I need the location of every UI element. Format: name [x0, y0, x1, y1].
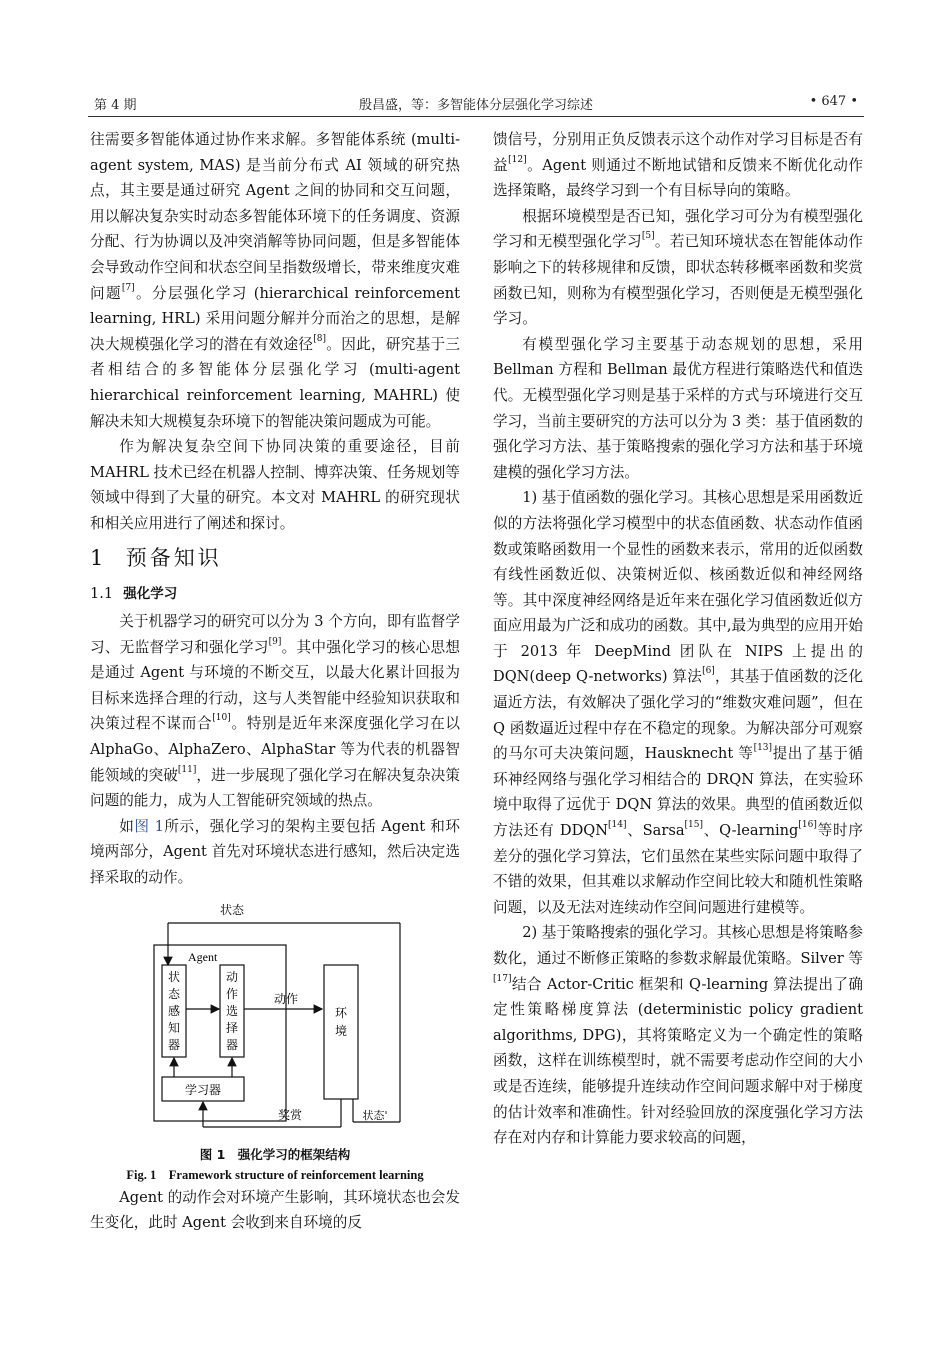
svg-text:作: 作 [225, 986, 239, 1001]
figure-link[interactable]: 图 1 [134, 817, 164, 835]
header-rule [88, 116, 864, 117]
running-header [88, 92, 864, 116]
issue-number: 第 4 期 [94, 98, 137, 113]
label-action: 动作 [273, 991, 299, 1006]
figure-rl-framework [90, 897, 460, 1145]
citation: [11] [177, 764, 197, 775]
paragraph: 有模型强化学习主要基于动态规划的思想，采用 Bellman 方程和 Bellman 最优方程进行策略迭代和值迭代。无模型强化学习则是基于采样的方式与环境进行交互学习，当前主要研究的方法可以分为 3 类：基于值函数的强化学习方法、基于策略搜索的强化学习方法和基于环境建模的强化学习方法。 [493, 335, 863, 481]
citation: [5] [641, 231, 655, 242]
left-column [90, 127, 460, 1236]
svg-text:态: 态 [167, 986, 181, 1001]
paragraph: 2) 基于策略搜索的强化学习。其核心思想是将策略参数化，通过不断修正策略的参数求解最优策略。Silver 等[17]结合 Actor-Critic 框架和 Q-learning 算法提出了确定性策略梯度算法 (deterministic policy gradient algorithms, DPG)，其将策略定义为一个确定性的策略函数，这样在训练模型时，就不需要考虑动作空间的大小或是否连续，能够提升连续动作空间问题求解中对于梯度的估计效率和准确性。针对经验回放的深度强化学习方法存在对内存和计算能力要求较高的问题， [493, 924, 863, 1147]
paragraph: 往需要多智能体通过协作来求解。多智能体系统 (multi-agent system, MAS) 是当前分布式 AI 领域的研究热点，其主要是通过研究 Agent 之间的协同和交互问题，用以解决复杂实时动态多智能体环境下的任务调度、资源分配、行为协调以及冲突消解等协同问题，但是多智能体会导致动作空间和状态空间呈指数级增长，带来维度灾难问题[7]。分层强化学习 (hierarchical reinforcement learning, HRL) 采用问题分解并分而治之的思想，是解决大规模强化学习的潜在有效途径[8]。因此，研究基于三者相结合的多智能体分层强化学习 (multi-agent hierarchical reinforcement learning, MAHRL) 使解决未知大规模复杂环境下的智能决策问题成为可能。 [90, 131, 460, 430]
svg-text:选: 选 [225, 1003, 239, 1018]
paragraph: 馈信号，分别用正负反馈表示这个动作对学习目标是否有益[12]。Agent 则通过不断地试错和反馈来不断优化动作选择策略，最终学习到一个有目标导向的策略。 [493, 131, 863, 200]
svg-text:感: 感 [167, 1003, 181, 1018]
paragraph: 作为解决复杂空间下协同决策的重要途径，目前 MAHRL 技术已经在机器人控制、博弈决策、任务规划等领域中得到了大量的研究。本文对 MAHRL 的研究现状和相关应用进行了阐述和探讨。 [90, 438, 460, 532]
citation: [15] [684, 820, 704, 831]
running-title: 殷昌盛，等：多智能体分层强化学习综述 [358, 98, 593, 113]
paragraph: 如图 1所示，强化学习的架构主要包括 Agent 和环境两部分，Agent 首先对环境状态进行感知，然后决定选择采取的动作。 [90, 817, 460, 887]
page-number: • 647 • [809, 94, 858, 109]
label-reward: 奖赏 [277, 1107, 303, 1122]
svg-text:器: 器 [225, 1037, 239, 1052]
citation: [8] [313, 333, 327, 344]
svg-text:动: 动 [225, 969, 239, 984]
svg-text:器: 器 [167, 1037, 181, 1052]
figure-caption-en: Fig. 1 Framework structure of reinforcement learning [126, 1167, 424, 1182]
section-heading: 1 预备知识 [90, 545, 222, 570]
svg-text:状: 状 [167, 969, 181, 984]
paragraph: 关于机器学习的研究可以分为 3 个方向，即有监督学习、无监督学习和强化学习[9]。其中强化学习的核心思想是通过 Agent 与环境的不断交互，以最大化累计回报为目标来选择合理的行动，这与人类智能中经验知识获取和决策过程不谋而合[10]。特别是近年来深度强化学习在以 AlphaGo、AlphaZero、AlphaStar 等为代表的机器智能领域的突破[11]，进一步展现了强化学习在解决复杂决策问题的能力，成为人工智能研究领域的热点。 [90, 613, 460, 810]
citation: [14] [608, 820, 627, 831]
label-learner: 学习器 [184, 1082, 222, 1097]
subsection-heading: 1.1 强化学习 [90, 584, 178, 602]
citation: [9] [268, 636, 282, 647]
citation: [12] [508, 154, 527, 165]
right-column [493, 127, 863, 1151]
svg-text:择: 择 [225, 1020, 239, 1035]
citation: [10] [212, 713, 231, 724]
svg-text:境: 境 [334, 1023, 348, 1038]
diagram [90, 897, 460, 1145]
label-state-prime: 状态' [362, 1108, 388, 1122]
svg-text:环: 环 [334, 1005, 348, 1020]
figure-caption-cn: 图 1 强化学习的框架结构 [199, 1146, 351, 1162]
citation: [7] [121, 282, 135, 293]
label-state: 状态 [219, 902, 245, 917]
citation: [17] [493, 973, 512, 984]
citation: [16] [798, 820, 817, 831]
svg-text:知: 知 [167, 1020, 181, 1035]
citation: [13] [753, 743, 773, 754]
paragraph: 根据环境模型是否已知，强化学习可分为有模型强化学习和无模型强化学习[5]。若已知环境状态在智能体动作影响之下的转移规律和反馈，即状态转移概率函数和奖赏函数已知，则称为有模型强化学习，否则便是无模型强化学习。 [493, 207, 863, 328]
citation: [6] [702, 666, 715, 677]
label-agent: Agent [188, 949, 218, 964]
paragraph: Agent 的动作会对环境产生影响，其环境状态也会发生变化，此时 Agent 会收到来自环境的反 [90, 1188, 460, 1232]
paragraph: 1) 基于值函数的强化学习。其核心思想是采用函数近似的方法将强化学习模型中的状态值函数、状态动作值函数或策略函数用一个显性的函数来表示，常用的近似函数有线性函数近似、决策树近似、核函数近似和神经网络等。其中深度神经网络是近年来在强化学习值函数近似方面应用最为广泛和成功的函数。其中,最为典型的应用开始于 2013 年 DeepMind 团队在 NIPS 上提出的 DQN(deep Q-networks) 算法[6]，其基于值函数的泛化逼近方法，有效解决了强化学习的“维数灾难问题”，但在 Q 函数逼近过程中存在不稳定的现象。为解决部分可观察的马尔可夫决策问题，Hausknecht 等[13]提出了基于循环神经网络与强化学习相结合的 DRQN 算法，在实验环境中取得了远优于 DQN 算法的效果。典型的值函数近似方法还有 DDQN[14]、Sarsa[15]、Q-learning[16]等时序差分的强化学习算法，它们虽然在某些实际问题中取得了不错的效果，但其难以求解动作空间比较大和随机性策略问题，以及无法对连续动作空间问题进行建模等。 [493, 489, 863, 916]
